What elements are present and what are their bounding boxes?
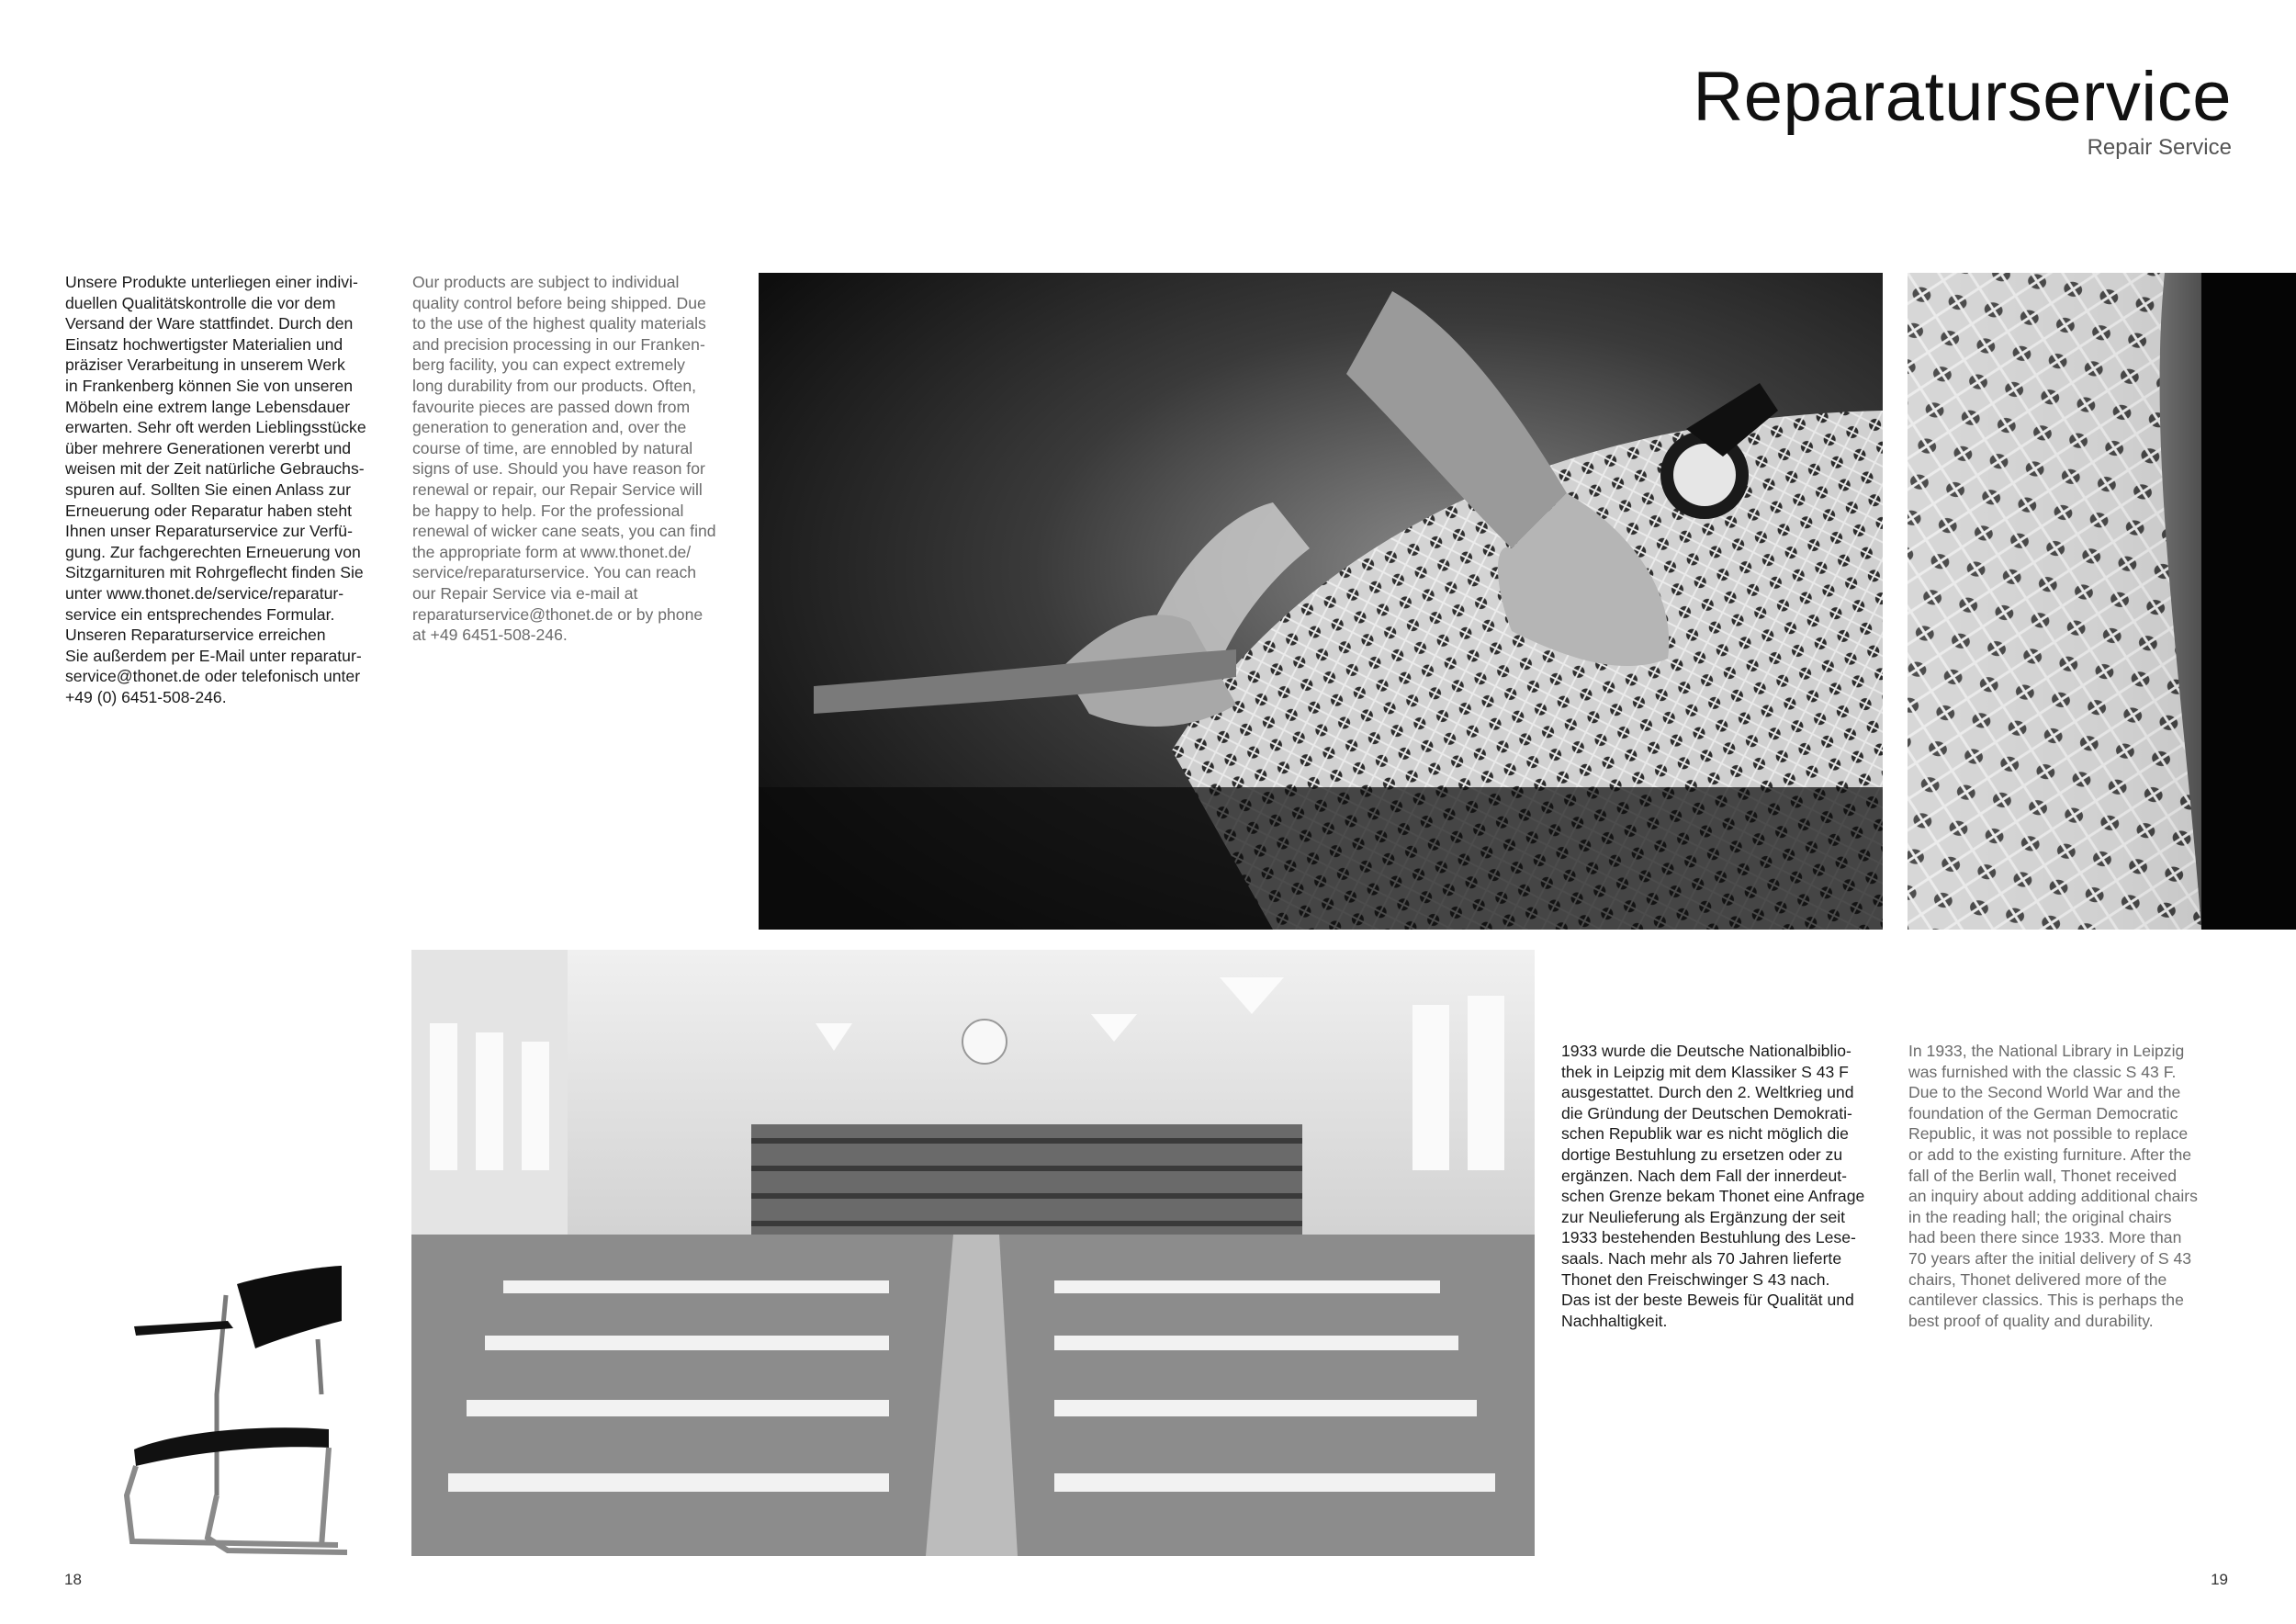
cane-weaving-photo: [759, 273, 1883, 930]
page-number-right: 19: [2211, 1571, 2228, 1588]
page-subtitle: Repair Service: [2087, 135, 2232, 160]
cane-closeup-photo: [1908, 273, 2296, 930]
library-text-german: 1933 wurde die Deutsche Nationalbiblio- thek in Leipzig mit dem Klassiker S 43 F ausgestattet. Durch den 2. Weltkrieg und die Gründung der Deutschen Demokrati- schen Republik war es nicht möglich die dortige Bestuhlung zu ersetzen oder zu ergänzen. Nach dem Fall der innerdeut- schen Grenze bekam Thonet eine Anfrage zur Neulieferung als Ergänzung der seit 1933 bestehenden Bestuhlung des Lese- saals. Nach mehr als 70 Jahren lieferte Thonet den Freischwinger S 43 nach. Das ist der beste Beweis für Qualität und Nachhaltigkeit.: [1561, 1042, 1865, 1330]
library-text-english: In 1933, the National Library in Leipzig was furnished with the classic S 43 F. Due to the Second World War and the foundation of the German Democratic Republic, it was not possible to replace or add to the existing furniture. After the fall of the Berlin wall, Thonet received an inquiry about adding additional chairs in the reading hall; the original chairs had been there since 1933. More than 70 years after the initial delivery of S 43 chairs, Thonet delivered more of the cantilever classics. This is perhaps the best proof of quality and durability.: [1908, 1042, 2198, 1330]
library-reading-hall-photo: [411, 950, 1535, 1556]
intro-text-german: Unsere Produkte unterliegen einer indivi- duellen Qualitätskontrolle die vor dem Versand der Ware stattfindet. Durch den Einsatz hochwertigster Materialien und präziser Verarbeitung in unserem Werk in Frankenberg können Sie von unseren Möbeln eine extrem lange Lebensdauer erwarten. Sehr oft werden Lieblingsstücke über mehrere Generationen vererbt und weisen mit der Zeit natürliche Gebrauchs- spuren auf. Sollten Sie einen Anlass zur Erneuerung oder Reparatur haben steht Ihnen unser Reparaturservice zur Verfü- gung. Zur fachgerechten Erneuerung von Sitzgarnituren mit Rohrgeflecht finden Sie unter www.thonet.de/service/reparatur- service ein entsprechendes Formular. Unseren Reparaturservice erreichen Sie außerdem per E-Mail unter reparatur- service@thonet.de oder telefonisch unter +49 (0) 6451-508-246.: [65, 273, 366, 706]
page-number-left: 18: [64, 1571, 82, 1588]
s43-chair-image: [118, 1266, 347, 1558]
intro-text-english: Our products are subject to individual quality control before being shipped. Due to the use of the highest quality materials and precision processing in our Franken- berg facility, you can expect extremely long durability from our products. Often, favourite pieces are passed down from generation to generation and, over the course of time, are ennobled by natural signs of use. Should you have reason for renewal or repair, our Repair Service will be happy to help. For the professional renewal of wicker cane seats, you can find the appropriate form at www.thonet.de/ service/reparaturservice. You can reach our Repair Service via e-mail at reparaturservice@thonet.de or by phone at +49 6451-508-246.: [412, 273, 716, 645]
page-title: Reparaturservice: [1693, 58, 2232, 136]
